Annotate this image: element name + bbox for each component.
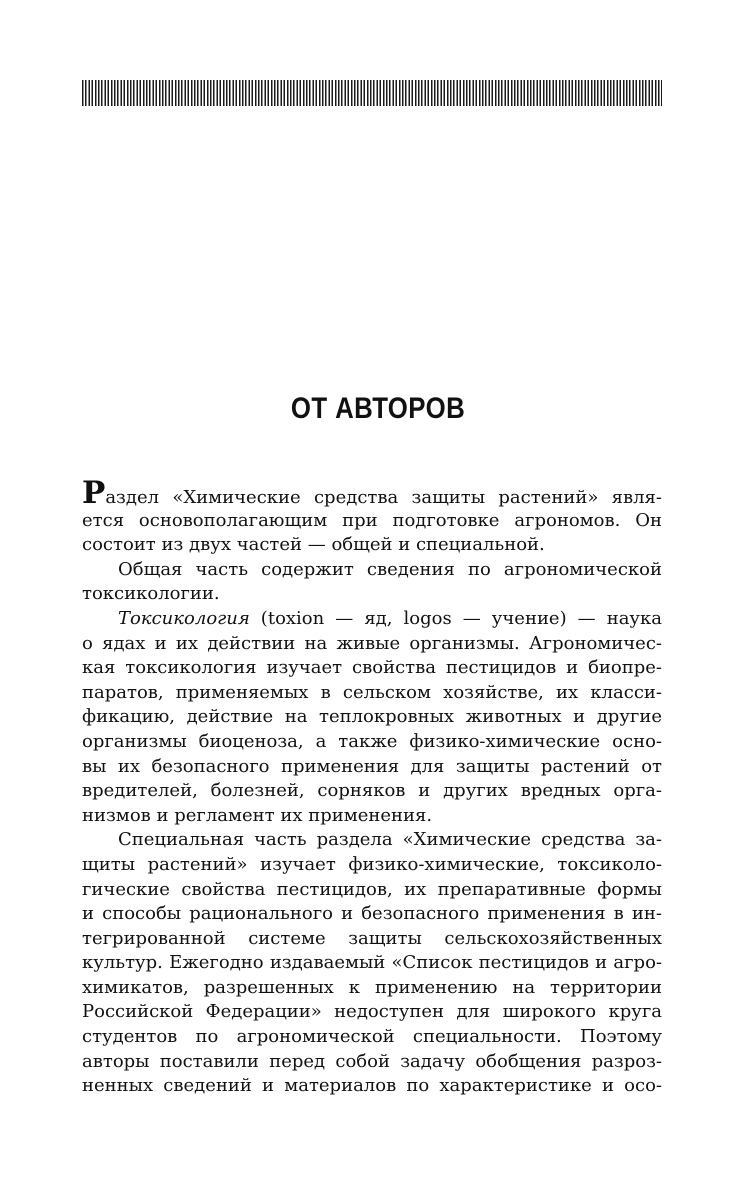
paragraph-4-line-1: Специальная часть раздела «Химические средства за- xyxy=(118,829,662,851)
paragraph-3-line-7: вы их безопасного применения для защиты растений от xyxy=(82,755,662,777)
paragraph-4-line-4: и способы рационального и безопасного применения в ин- xyxy=(82,903,662,925)
paragraph-3-line-2: о ядах и их действии на живые организмы. Агрономичес- xyxy=(82,632,662,654)
paragraph-4-line-8: Российской Федерации» недоступен для широкого круга xyxy=(82,1001,662,1023)
paragraph-1-line-3: состоит из двух частей — общей и специальной. xyxy=(82,534,545,556)
paragraph-3-line-5: фикацию, действие на теплокровных животных и другие xyxy=(82,706,662,728)
paragraph-2-line-2: токсикологии. xyxy=(82,583,220,605)
paragraph-4-line-11: ненных сведений и материалов по характеристике и осо- xyxy=(82,1075,662,1097)
chapter-title: ОТ АВТОРОВ xyxy=(290,392,466,425)
paragraph-3-line-9: низмов и регламент их применения. xyxy=(82,804,433,826)
paragraph-4-line-7: химикатов, разрешенных к применению на территории xyxy=(82,976,662,998)
paragraph-3-line-8: вредителей, болезней, сорняков и других вредных орга- xyxy=(82,780,662,802)
paragraph-4-line-10: авторы поставили перед собой задачу обобщения разроз- xyxy=(82,1050,662,1072)
body-text xyxy=(82,475,662,1099)
paragraph-4-line-5: тегрированной системе защиты сельскохозяйственных xyxy=(82,927,662,949)
paragraph-1-line-1 xyxy=(82,475,662,511)
header-ornament-rule xyxy=(82,80,662,106)
paragraph-4-line-6: культур. Ежегодно издаваемый «Список пестицидов и агро- xyxy=(82,952,662,974)
paragraph-4-line-2: щиты растений» изучает физико-химические, токсиколо- xyxy=(82,853,662,875)
paragraph-3-line-1-text: (toxion — яд, logos — учение) — наука xyxy=(249,607,662,629)
paragraph-4-line-3: гические свойства пестицидов, их препаративные формы xyxy=(82,878,662,900)
paragraph-4-line-9: студентов по агрономической специальности. Поэтому xyxy=(82,1026,662,1048)
paragraph-1-line-1-text: аздел «Химические средства защиты растений» явля- xyxy=(105,487,662,508)
paragraph-3-line-1 xyxy=(82,607,662,632)
paragraph-3-line-6: организмы биоценоза, а также физико-химические осно- xyxy=(82,730,662,752)
paragraph-3-line-4: паратов, применяемых в сельском хозяйстве, их класси- xyxy=(82,681,662,703)
paragraph-3-line-3: кая токсикология изучает свойства пестицидов и биопре- xyxy=(82,657,662,679)
term-toxicology: Токсикология xyxy=(118,607,250,629)
drop-cap: Р xyxy=(82,475,106,511)
paragraph-1-line-2: ется основополагающим при подготовке агрономов. Он xyxy=(82,509,662,531)
paragraph-2-line-1: Общая часть содержит сведения по агрономической xyxy=(118,558,662,580)
